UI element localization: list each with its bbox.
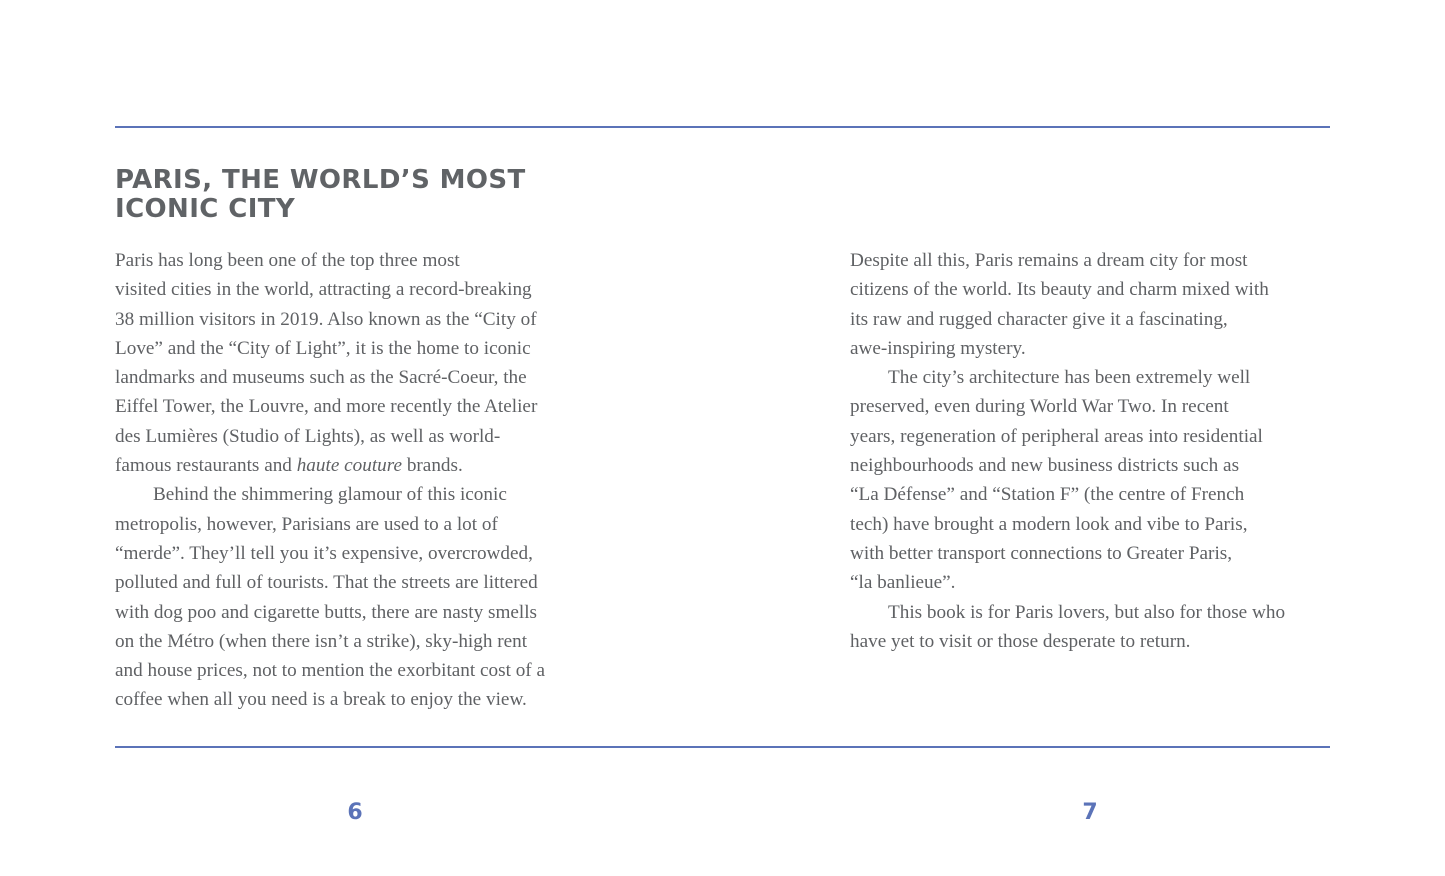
text-line: This book is for Paris lovers, but also for those who (888, 601, 1286, 623)
text-line: tech) have brought a modern look and vibe to Paris, (850, 513, 1248, 535)
text-line: “La Défense” and “Station F” (the centre of French (850, 484, 1245, 506)
text-line: coffee when all you need is a break to enjoy the view. (115, 689, 527, 711)
right-column-text (850, 246, 1350, 656)
text-line: Despite all this, Paris remains a dream city for most (850, 250, 1248, 271)
famous-before: famous restaurants and (115, 455, 297, 477)
text-line: years, regeneration of peripheral areas into residential (850, 425, 1263, 447)
heading-line-2: ICONIC CITY (115, 194, 296, 224)
text-line: des Lumières (Studio of Lights), as well as world- (115, 425, 501, 447)
top-rule (115, 126, 1330, 128)
text-line: “merde”. They’ll tell you it’s expensive, overcrowded, (115, 542, 533, 564)
text-line: preserved, even during World War Two. In recent (850, 396, 1229, 418)
text-line: awe-inspiring mystery. (850, 337, 1026, 359)
text-line: have yet to visit or those desperate to return. (850, 630, 1191, 652)
text-line: citizens of the world. Its beauty and charm mixed with (850, 279, 1269, 301)
text-line: Love” and the “City of Light”, it is the home to iconic (115, 337, 531, 359)
left-column-text (115, 246, 615, 715)
text-line: visited cities in the world, attracting a record-breaking (115, 279, 532, 301)
text-line: its raw and rugged character give it a fascinating, (850, 308, 1228, 330)
text-line: Eiffel Tower, the Louvre, and more recently the Atelier (115, 396, 538, 418)
page-heading (115, 166, 715, 224)
famous-after: brands. (402, 455, 463, 477)
haute-couture-italic: haute couture (296, 455, 403, 477)
text-line-famous (115, 451, 615, 480)
text-line: The city’s architecture has been extremely well (888, 367, 1251, 389)
text-line: metropolis, however, Parisians are used to a lot of (115, 513, 498, 535)
text-line: landmarks and museums such as the Sacré-Coeur, the (115, 367, 527, 389)
text-line: with better transport connections to Greater Paris, (850, 542, 1233, 564)
text-line: Paris has long been one of the top three most (115, 250, 460, 271)
text-line: with dog poo and cigarette butts, there are nasty smells (115, 601, 538, 623)
page-number-left: 6 (347, 800, 363, 825)
text-line: neighbourhoods and new business districts such as (850, 455, 1240, 477)
text-line: and house prices, not to mention the exorbitant cost of a (115, 660, 546, 682)
text-line: “la banlieue”. (850, 572, 956, 594)
bottom-rule (115, 746, 1330, 748)
text-line: on the Métro (when there isn’t a strike), sky-high rent (115, 630, 528, 652)
page-number-right: 7 (1082, 800, 1098, 825)
text-line: Behind the shimmering glamour of this iconic (153, 484, 507, 506)
text-line: polluted and full of tourists. That the streets are littered (115, 572, 538, 594)
heading-line-1: PARIS, THE WORLD’S MOST (115, 165, 526, 195)
text-line: 38 million visitors in 2019. Also known as the “City of (115, 308, 537, 330)
